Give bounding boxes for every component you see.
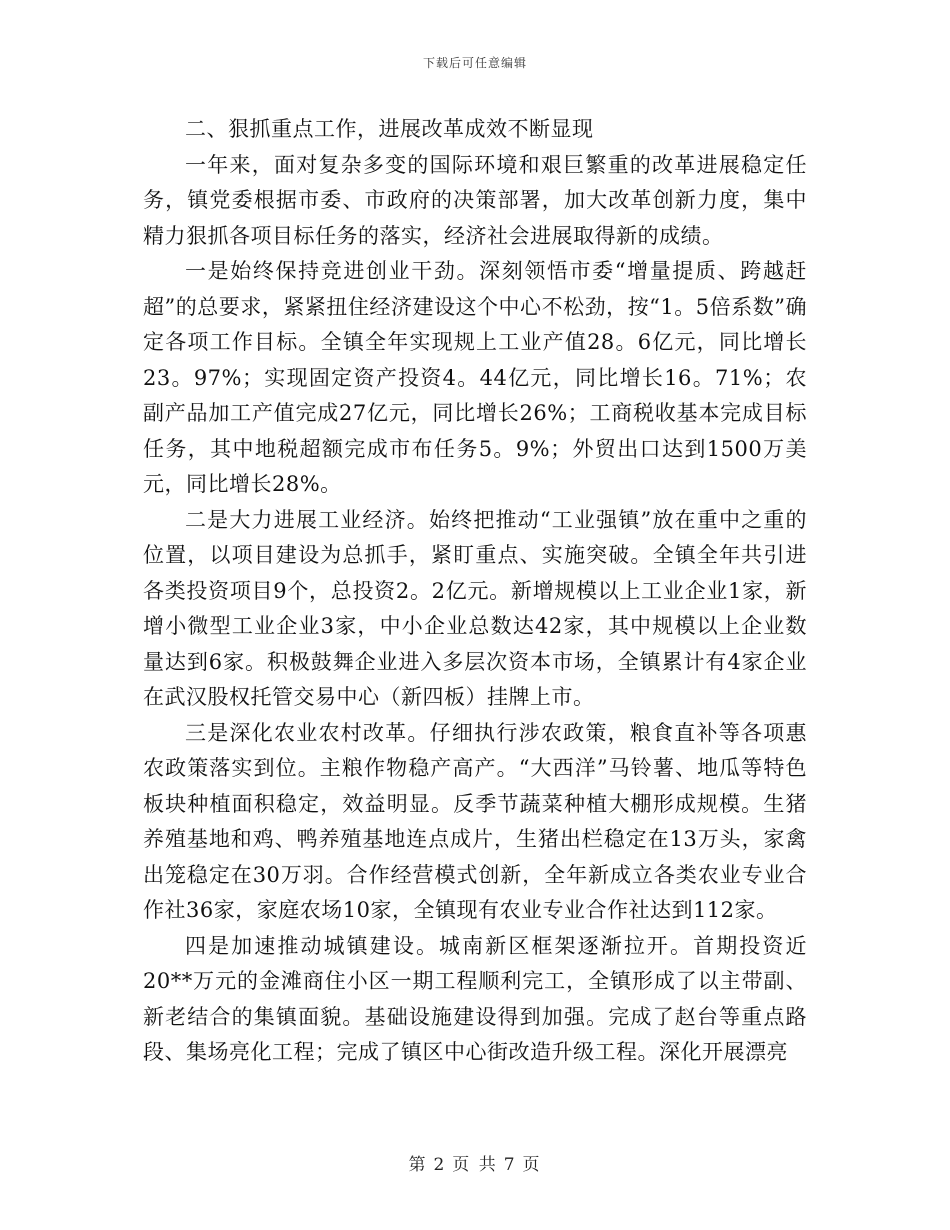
paragraph-item-3: 三是深化农业农村改革。仔细执行涉农政策，粮食直补等各项惠农政策落实到位。主粮作物稳产高产。“大西洋”马铃薯、地瓜等特色板块种植面积稳定，效益明显。反季节蔬菜种植大棚形成规模。生猪养殖基地和鸡、鸭养殖基地连点成片，生猪出栏稳定在13万头，家禽出笼稳定在30万羽。合作经营模式创新，全年新成立各类农业专业合作社36家，家庭农场10家，全镇现有农业专业合作社达到112家。 — [143, 720, 807, 922]
footer-total-pages: 7 — [503, 1155, 517, 1175]
document-body — [143, 112, 807, 1071]
paragraph-intro: 一年来，面对复杂多变的国际环境和艰巨繁重的改革进展稳定任务，镇党委根据市委、市政府的决策部署，加大改革创新力度，集中精力狠抓各项目标任务的落实，经济社会进展取得新的成绩。 — [143, 152, 807, 248]
footer-current-page: 2 — [433, 1155, 447, 1175]
footer-suffix: 页 — [522, 1155, 542, 1175]
paragraph-item-2: 二是大力进展工业经济。始终把推动“工业强镇”放在重中之重的位置，以项目建设为总抓手，紧盯重点、实施突破。全镇全年共引进各类投资项目9个，总投资2。2亿元。新增规模以上工业企业1家，新增小微型工业企业3家，中小企业总数达42家，其中规模以上企业数量达到6家。积极鼓舞企业进入多层次资本市场，全镇累计有4家企业在武汉股权托管交易中心（新四板）挂牌上市。 — [143, 507, 807, 709]
section-heading: 二、狠抓重点工作，进展改革成效不断显现 — [185, 117, 594, 141]
footer-middle: 页 共 — [452, 1155, 498, 1175]
paragraph-item-4: 四是加速推动城镇建设。城南新区框架逐渐拉开。首期投资近20**万元的金滩商住小区一期工程顺利完工，全镇形成了以主带副、新老结合的集镇面貌。基础设施建设得到加强。完成了赵台等重点路段、集场亮化工程；完成了镇区中心街改造升级工程。深化开展漂亮 — [143, 933, 807, 1064]
page-header-note: 下载后可任意编辑 — [422, 56, 527, 70]
page-footer — [0, 1150, 950, 1175]
footer-prefix: 第 — [408, 1155, 428, 1175]
paragraph-item-1: 一是始终保持竞进创业干劲。深刻领悟市委“增量提质、跨越赶超”的总要求，紧紧扭住经济建设这个中心不松劲，按“1。5倍系数”确定各项工作目标。全镇全年实现规上工业产值28。6亿元，同比增长23。97%；实现固定资产投资4。44亿元，同比增长16。71%；农副产品加工产值完成27亿元，同比增长26%；工商税收基本完成目标任务，其中地税超额完成市布任务5。9%；外贸出口达到1500万美元，同比增长28%。 — [143, 259, 807, 496]
